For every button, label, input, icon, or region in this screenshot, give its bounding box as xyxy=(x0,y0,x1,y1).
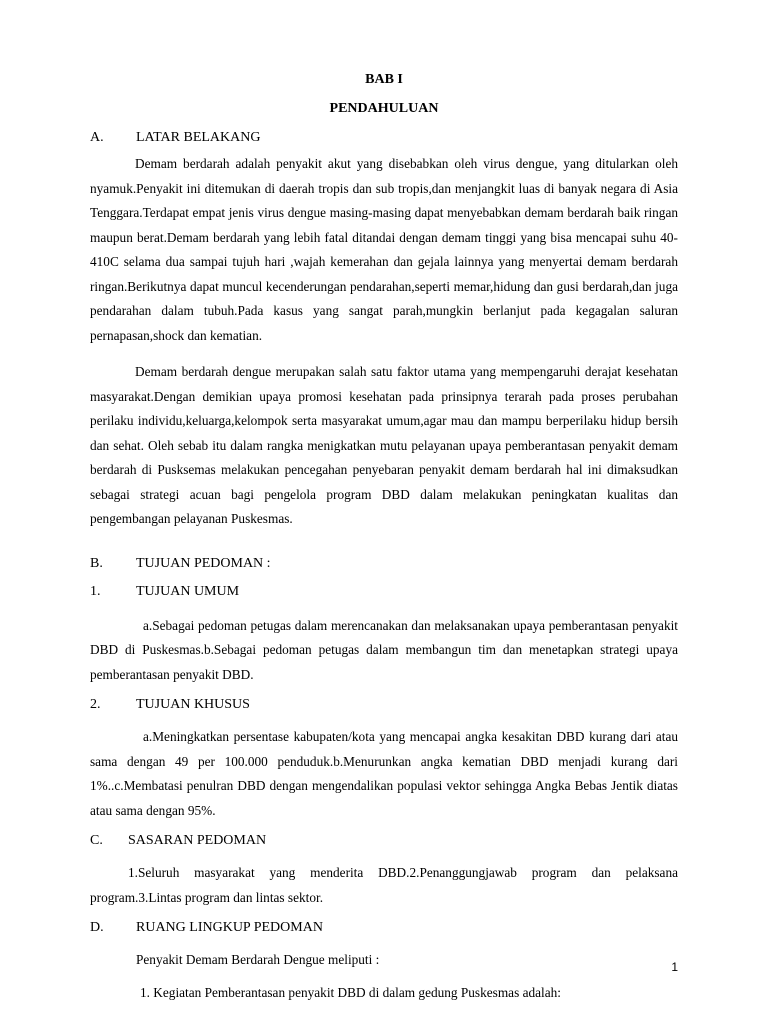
paragraph-tujuan-khusus: a.Meningkatkan persentase kabupaten/kota yang mencapai angka kesakitan DBD kurang dari atau sama dengan 49 per 100.000 penduduk.b.Menurunkan angka kematian DBD menjadi kurang dari 1%..c.Membatasi penulran DBD dengan mengendalikan populasi vektor sehingga Angka Bebas Jentik diatas atau sama dengan 95%. xyxy=(90,729,678,818)
section-title: RUANG LINGKUP PEDOMAN xyxy=(136,920,323,935)
list-item-kegiatan: 1. Kegiatan Pemberantasan penyakit DBD di dalam gedung Puskesmas adalah: xyxy=(140,984,561,1000)
section-number: 1. xyxy=(90,583,101,599)
section-title: SASARAN PEDOMAN xyxy=(128,833,267,848)
subsection-heading-b1 xyxy=(90,582,678,602)
section-heading-d xyxy=(90,918,678,938)
section-number: B. xyxy=(90,555,103,571)
paragraph-ruang-lingkup: Penyakit Demam Berdarah Dengue meliputi : xyxy=(136,952,380,967)
subsection-heading-b2 xyxy=(90,695,678,715)
section-heading-a xyxy=(90,128,678,148)
paragraph-tujuan-umum: a.Sebagai pedoman petugas dalam merencanakan dan melaksanakan upaya pemberantasan penyakit DBD di Puskesmas.b.Sebagai pedoman petugas dalam membangun tim dan menetapkan strategi upaya pemberantasan penyakit DBD. xyxy=(90,617,678,682)
page-number: 1 xyxy=(671,960,678,974)
chapter-label: BAB I xyxy=(365,72,403,87)
section-heading-b xyxy=(90,554,678,574)
page-content xyxy=(90,70,678,1005)
paragraph-sasaran: 1.Seluruh masyarakat yang menderita DBD.2.Penanggungjawab program dan pelaksana program.3.Lintas program dan lintas sektor. xyxy=(90,865,678,905)
section-title: LATAR BELAKANG xyxy=(136,130,261,145)
paragraph-latar-belakang-2: Demam berdarah dengue merupakan salah satu faktor utama yang mempengaruhi derajat kesehatan masyarakat.Dengan demikian upaya promosi kesehatan pada prinsipnya terarah pada proses perubahan perilaku individu,keluarga,kelompok serta masyarakat umum,agar mau dan mampu berperilaku hidup bersih dan sehat. Oleh sebab itu dalam rangka menigkatkan mutu pelayanan upaya pemberantasan penyakit demam berdarah di Pusksemas melakukan pencegahan penyebaran penyakit demam berdarah hal ini dimaksudkan sebagai strategi acuan bagi pengelola program DBD dalam melakukan peningkatan kualitas dan pengembangan pelayanan Puskesmas. xyxy=(90,364,678,526)
section-number: C. xyxy=(90,833,103,848)
paragraph-latar-belakang-1: Demam berdarah adalah penyakit akut yang disebabkan oleh virus dengue, yang ditularkan oleh nyamuk.Penyakit ini ditemukan di daerah tropis dan sub tropis,dan menjangkit luas di banyak negara di Asia Tenggara.Terdapat empat jenis virus dengue masing-masing dapat menyebabkan demam berdarah baik ringan maupun berat.Demam berdarah yang lebih fatal ditandai dengan demam tinggi yang bisa mencapai suhu 40-410C selama dua sampai tujuh hari ,wajah kemerahan dan gejala lainnya yang menyertai demam berdarah ringan.Berikutnya dapat muncul kecenderungan pendarahan,seperti memar,hidung dan gusi berdarah,dan juga pendarahan dalam tubuh.Pada kasus yang sangat parah,mungkin berlanjut pada kegagalan saluran pernapasan,shock dan kematian. xyxy=(90,156,678,343)
section-number: A. xyxy=(90,130,104,145)
section-title: TUJUAN KHUSUS xyxy=(136,697,250,712)
chapter-title: PENDAHULUAN xyxy=(329,101,439,116)
section-number: 2. xyxy=(90,697,101,712)
section-title: TUJUAN PEDOMAN : xyxy=(136,555,271,571)
section-title: TUJUAN UMUM xyxy=(136,583,240,599)
section-number: D. xyxy=(90,920,104,935)
section-heading-c xyxy=(90,831,678,851)
